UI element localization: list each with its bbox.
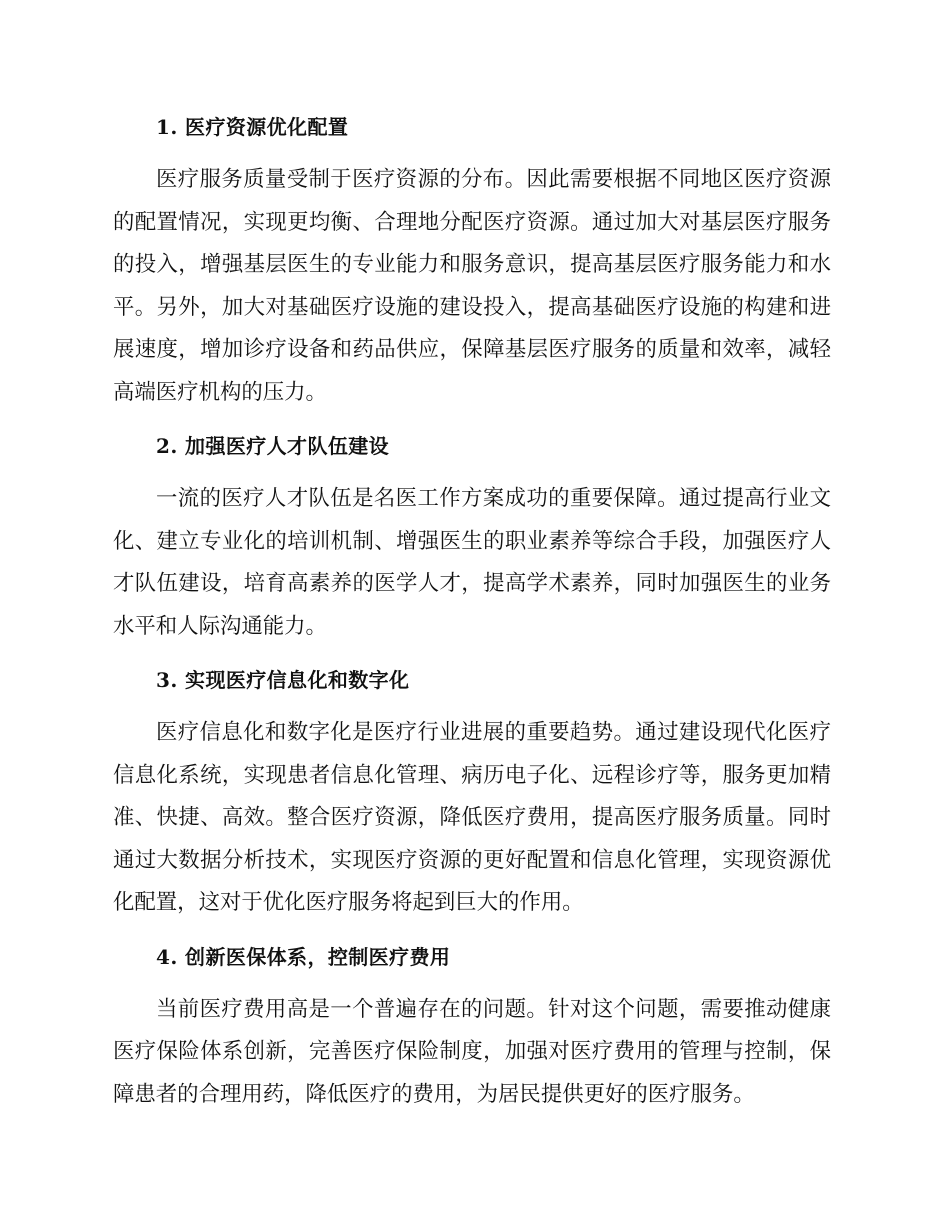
section-heading-2: 2. 加强医疗人才队伍建设 <box>156 434 390 458</box>
section-heading-3: 3. 实现医疗信息化和数字化 <box>156 668 410 692</box>
section-paragraph-2: 一流的医疗人才队伍是名医工作方案成功的重要保障。通过提高行业文化、建立专业化的培训机制、增强医生的职业素养等综合手段，加强医疗人才队伍建设，培育高素养的医学人才，提高学术素养，同时加强医生的业务水平和人际沟通能力。 <box>113 486 831 639</box>
document-page <box>113 108 831 1116</box>
section-heading-1: 1. 医疗资源优化配置 <box>156 115 349 139</box>
section-heading-4: 4. 创新医保体系，控制医疗费用 <box>156 944 451 969</box>
section-paragraph-4: 当前医疗费用高是一个普遍存在的问题。针对这个问题，需要推动健康医疗保险体系创新，完善医疗保险制度，加强对医疗费用的管理与控制，保障患者的合理用药，降低医疗的费用，为居民提供更好的医疗服务。 <box>113 996 831 1107</box>
section-paragraph-1: 医疗服务质量受制于医疗资源的分布。因此需要根据不同地区医疗资源的配置情况，实现更均衡、合理地分配医疗资源。通过加大对基层医疗服务的投入，增强基层医生的专业能力和服务意识，提高基层医疗服务能力和水平。另外，加大对基础医疗设施的建设投入，提高基础医疗设施的构建和进展速度，增加诊疗设备和药品供应，保障基层医疗服务的质量和效率，减轻高端医疗机构的压力。 <box>113 167 831 405</box>
section-paragraph-3: 医疗信息化和数字化是医疗行业进展的重要趋势。通过建设现代化医疗信息化系统，实现患者信息化管理、病历电子化、远程诊疗等，服务更加精准、快捷、高效。整合医疗资源，降低医疗费用，提高医疗服务质量。同时通过大数据分析技术，实现医疗资源的更好配置和信息化管理，实现资源优化配置，这对于优化医疗服务将起到巨大的作用。 <box>113 720 831 915</box>
